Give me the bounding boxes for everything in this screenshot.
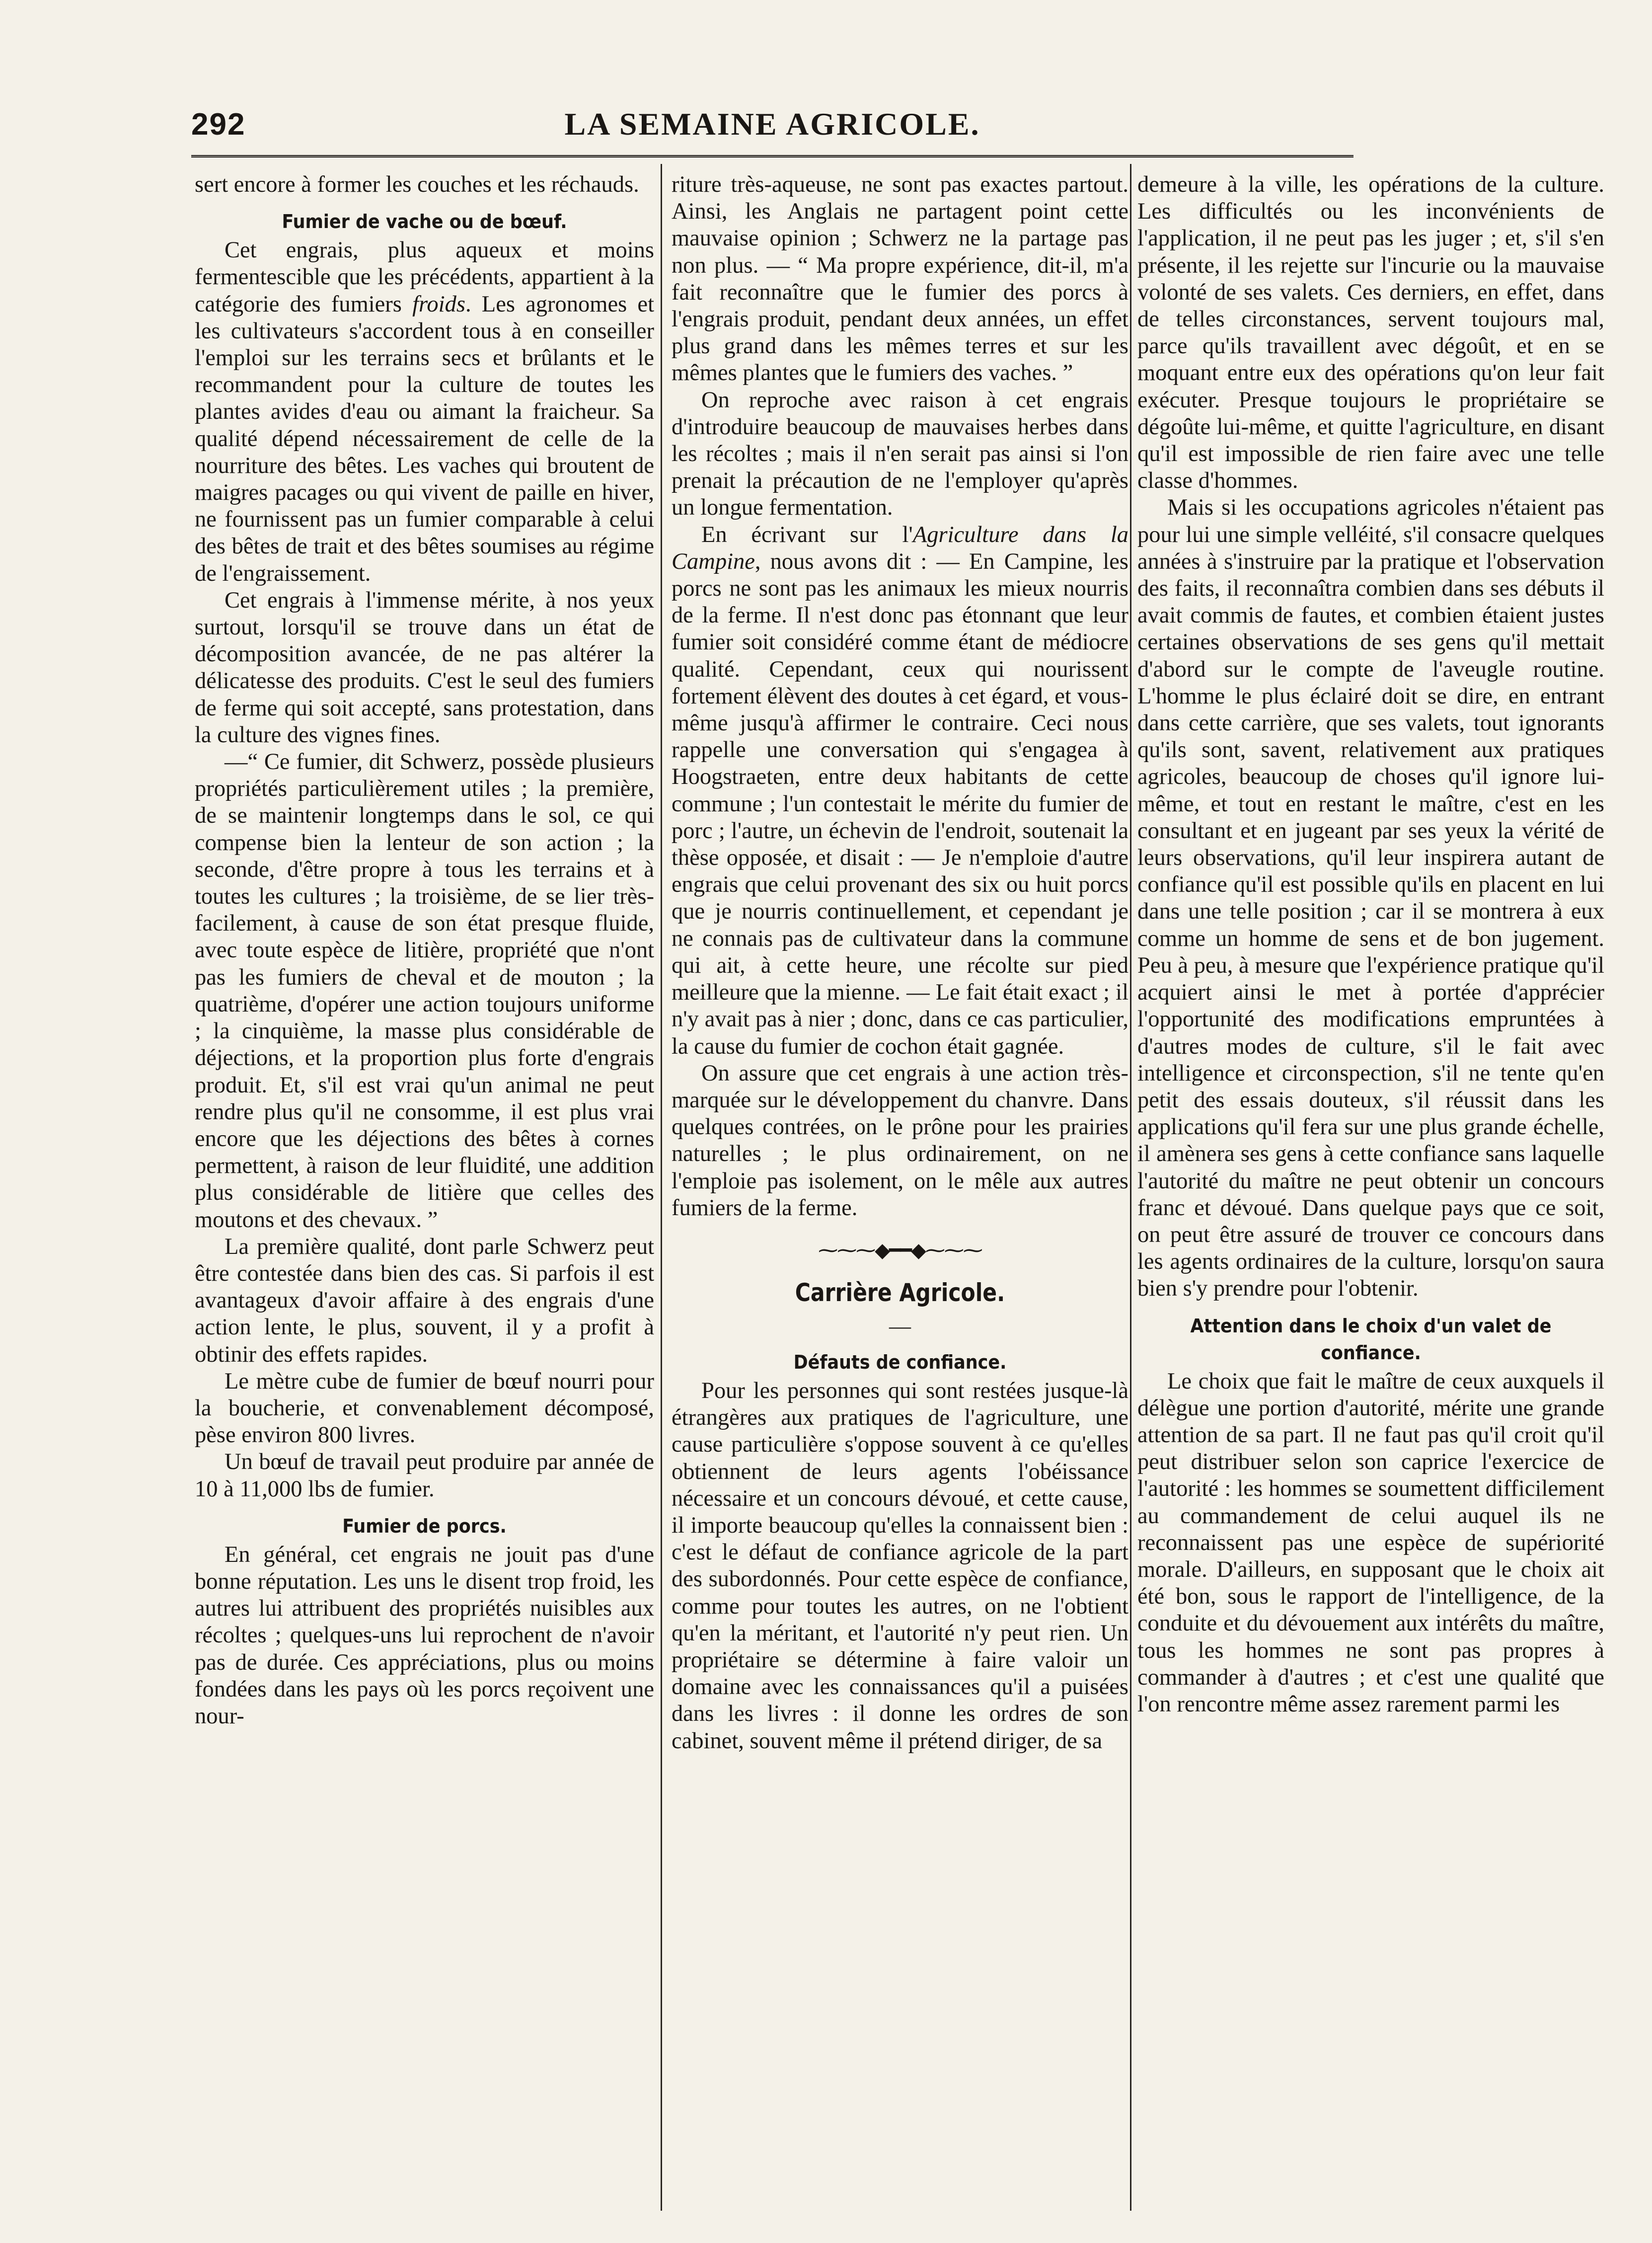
column-divider	[661, 164, 662, 2211]
section-heading: Carrière Agricole.	[795, 1278, 1005, 1307]
paragraph: Le choix que fait le maître de ceux auxquels il délègue une portion d'autorité, mérite une grande attention de sa part. Il ne faut pas qu'il croit qu'il peut distribuer selon son caprice l'exercice de l'autorité : les hommes se soumettent difficilement au commandement de celui auquel ils ne reconnaissent pas une espèce de supériorité morale. D'ailleurs, en supposant que le choix ait été bon, sous le rapport de l'intelligence, de la conduite et du dévouement aux intérêts du maître, tous les hommes ne sont pas propres à commander à d'autres ; et c'est une qualité que l'on rencontre même assez rarement parmi les	[1137, 1368, 1604, 1717]
paragraph: Mais si les occupations agricoles n'étaient pas pour lui une simple velléité, s'il consacre quelques années à s'instruire par la pratique et l'observation des faits, il reconnaîtra combien dans ses débuts il avait commis de fautes, et combien étaient justes certaines observations de ses gens qu'il mettait d'abord sur le compte de l'aveugle routine. L'homme le plus éclairé doit se dire, en entrant dans cette carrière, que ses valets, tout ignorants qu'ils sont, savent, relativement aux pratiques agricoles, beaucoup de choses qu'il ignore lui-même, et tout en restant le maître, c'est en les consultant et en jugeant par ses yeux la vérité de leurs observations, qu'il leur inspirera autant de confiance qu'il est possible qu'ils en placent en lui dans une telle position ; car il se montrera à eux comme un homme de sens et de bon jugement. Peu à peu, à mesure que l'expérience pratique qu'il acquiert ainsi le met à portée d'apprécier l'opportunité des modifications empruntées à d'autres modes de culture, s'il le fait avec intelligence et circonspection, s'il ne tente qu'en petit des essais douteux, s'il réussit dans les applications qu'il fera sur une plus grande échelle, il amènera ses gens à cette confiance sans laquelle l'autorité du maître ne peut obtenir un concours franc et dévoué. Dans quelque pays que ce soit, on peut être assuré de trouver ce concours dans les agents ordinaires de la culture, lorsqu'on saura bien s'y prendre pour l'obtenir.	[1137, 495, 1604, 1302]
heading-dash: —	[889, 1314, 911, 1338]
page-header	[191, 102, 1353, 152]
paragraph: On assure que cet engrais à une action très-marquée sur le développement du chanvre. Dans quelques contrées, on le prône pour les prairies naturelles ; le plus ordinairement, on ne l'emploie pas isolement, on le mêle aux autres fumiers de la ferme.	[672, 1060, 1128, 1221]
column-3	[1137, 171, 1604, 1718]
subheading: Fumier de vache ou de bœuf.	[282, 211, 567, 233]
subheading: Attention dans le choix d'un valet de confiance.	[1190, 1315, 1552, 1364]
quotation-paragraph: —“ Ce fumier, dit Schwerz, possède plusieurs propriétés particulièrement utiles ; la première, de se maintenir longtemps dans le sol, ce qui compense bien la lenteur de son action ; la seconde, d'être propre à tous les terrains et à toutes les cultures ; la troisième, de se lier très-facilement, à cause de son état presque fluide, avec toute espèce de litière, propriété que n'ont pas les fumiers de cheval et de mouton ; la quatrième, d'opérer une action toujours uniforme ; la cinquième, la masse plus considérable de déjections, et la proportion plus forte d'engrais produit. Et, s'il est vrai qu'un animal ne peut rendre plus qu'il ne consomme, il est plus vrai encore que les déjections des bêtes à cornes permettent, à raison de leur fluidité, une addition plus considérable de litière que celles des moutons et des chevaux. ”	[195, 749, 654, 1233]
paragraph: demeure à la ville, les opérations de la culture. Les difficultés ou les inconvénients de l'application, il ne peut pas les juger ; et, s'il s'en présente, il les rejette sur l'incurie ou la mauvaise volonté de ses valets. Ces derniers, en effet, dans de telles circonstances, servent toujours mal, parce qu'ils travaillent avec dégoût, et en se moquant entre eux des opérations qu'on leur fait exécuter. Presque toujours le propriétaire se dégoûte lui-même, et quitte l'agriculture, en disant qu'il est impossible de rien faire avec une telle classe d'hommes.	[1137, 172, 1604, 494]
paragraph: La première qualité, dont parle Schwerz peut être contestée dans bien des cas. Si parfois il est avantageux d'avoir affaire à des engrais d'une action lente, le plus, souvent, il y a profit à obtinir des effets rapides.	[195, 1234, 654, 1367]
subheading: Défauts de confiance.	[793, 1351, 1007, 1373]
publication-title: LA SEMAINE AGRICOLE.	[564, 106, 980, 142]
paragraph: Pour les personnes qui sont restées jusque-là étrangères aux pratiques de l'agriculture, une cause particulière s'oppose souvent à ce qu'elles obtiennent de leurs agents l'obéissance nécessaire et un concours dévoué, et cette cause, il importe beaucoup qu'elles la connaissent bien : c'est le défaut de confiance agricole de la part des subordonnés. Pour cette espèce de confiance, comme pour toutes les autres, on ne l'obtient qu'en la méritant, et l'autorité n'y peut rien. Un propriétaire se détermine à faire valoir un domaine avec les connaissances qu'il a puisées dans les livres : il donne les ordres de son cabinet, souvent même il prétend diriger, de sa	[672, 1378, 1128, 1754]
paragraph: sert encore à former les couches et les réchauds.	[195, 172, 639, 197]
column-1	[195, 171, 654, 1730]
ornament-divider: ⁓⁓⁓◆━━◆⁓⁓⁓	[818, 1238, 982, 1261]
paragraph	[195, 237, 654, 587]
subheading: Fumier de porcs.	[342, 1515, 507, 1537]
text-run: En écrivant sur l'	[701, 522, 913, 547]
header-rule	[191, 155, 1353, 160]
text-run: Cet engrais, plus aqueux et moins fermentescible que les précédents, appartient à la catégorie des fumiers	[195, 237, 654, 317]
column-divider	[1130, 164, 1131, 2211]
paragraph: On reproche avec raison à cet engrais d'introduire beaucoup de mauvaises herbes dans les récoltes ; mais il n'en serait pas ainsi si l'on prenait la précaution de ne l'employer qu'après un longue fermentation.	[672, 387, 1128, 521]
italic-text: froids	[412, 291, 465, 317]
column-2	[672, 171, 1128, 1755]
paragraph: riture très-aqueuse, ne sont pas exactes partout. Ainsi, les Anglais ne partagent point cette mauvaise opinion ; Schwerz ne la partage pas non plus. — “ Ma propre expérience, dit-il, m'a fait reconnaître que le fumier des porcs à l'engrais produit, pendant deux années, un effet plus grand dans les mêmes terres et sur les mêmes plantes que le fumiers des vaches. ”	[672, 172, 1128, 386]
paragraph: Le mètre cube de fumier de bœuf nourri pour la boucherie, et convenablement décomposé, pèse environ 800 livres.	[195, 1368, 654, 1448]
paragraph: Cet engrais à l'immense mérite, à nos yeux surtout, lorsqu'il se trouve dans un état de décomposition avancée, de ne pas altérer la délicatesse des produits. C'est le seul des fumiers de ferme qui soit accepté, sans protestation, dans la culture des vignes fines.	[195, 587, 654, 748]
text-run: , nous avons dit : — En Campine, les porcs ne sont pas les animaux les mieux nourris de la ferme. Il n'est donc pas étonnant que leur fumier soit considéré comme étant de médiocre qualité. Cependant, ceux qui nourissent fortement élèvent des doutes à cet égard, et vous-même jusqu'à affirmer le contraire. Ceci nous rappelle une conversation qui s'engagea à Hoogstraeten, entre deux habitants de cette commune ; l'un contestait le mérite du fumier de porc ; l'autre, un échevin de l'endroit, soutenait la thèse opposée, et disait : — Je n'emploie d'autre engrais que celui provenant des six ou huit porcs que je nourris continuellement, et cependant je ne connais pas de cultivateur dans la commune qui ait, à cette heure, une récolte sur pied meilleure que la mienne. — Le fait était exact ; il n'y avait pas à nier ; donc, dans ce cas particulier, la cause du fumier de cochon était gagnée.	[672, 548, 1128, 1059]
page-number: 292	[191, 107, 246, 142]
paragraph: Un bœuf de travail peut produire par année de 10 à 11,000 lbs de fumier.	[195, 1449, 654, 1502]
text-run: . Les agronomes et les cultivateurs s'accordent tous à en conseiller l'emploi sur les terrains secs et brûlants et le recommandent pour la culture de toutes les plantes avides d'eau ou aimant la fraicheur. Sa qualité dépend nécessairement de celle de la nourriture des bêtes. Les vaches qui broutent de maigres pacages ou qui vivent de paille en hiver, ne fournissent pas un fumier comparable à celui des bêtes de trait et des bêtes soumises au régime de l'engraissement.	[195, 291, 654, 586]
italic-text: Agriculture dans la Campine	[672, 522, 1129, 574]
paragraph: En général, cet engrais ne jouit pas d'une bonne réputation. Les uns le disent trop froid, les autres lui attribuent des propriétés nuisibles aux récoltes ; quelques-uns lui reprochent de n'avoir pas de durée. Ces appréciations, plus ou moins fondées dans les pays où les porcs reçoivent une nour-	[195, 1542, 654, 1729]
paragraph	[672, 522, 1128, 1060]
